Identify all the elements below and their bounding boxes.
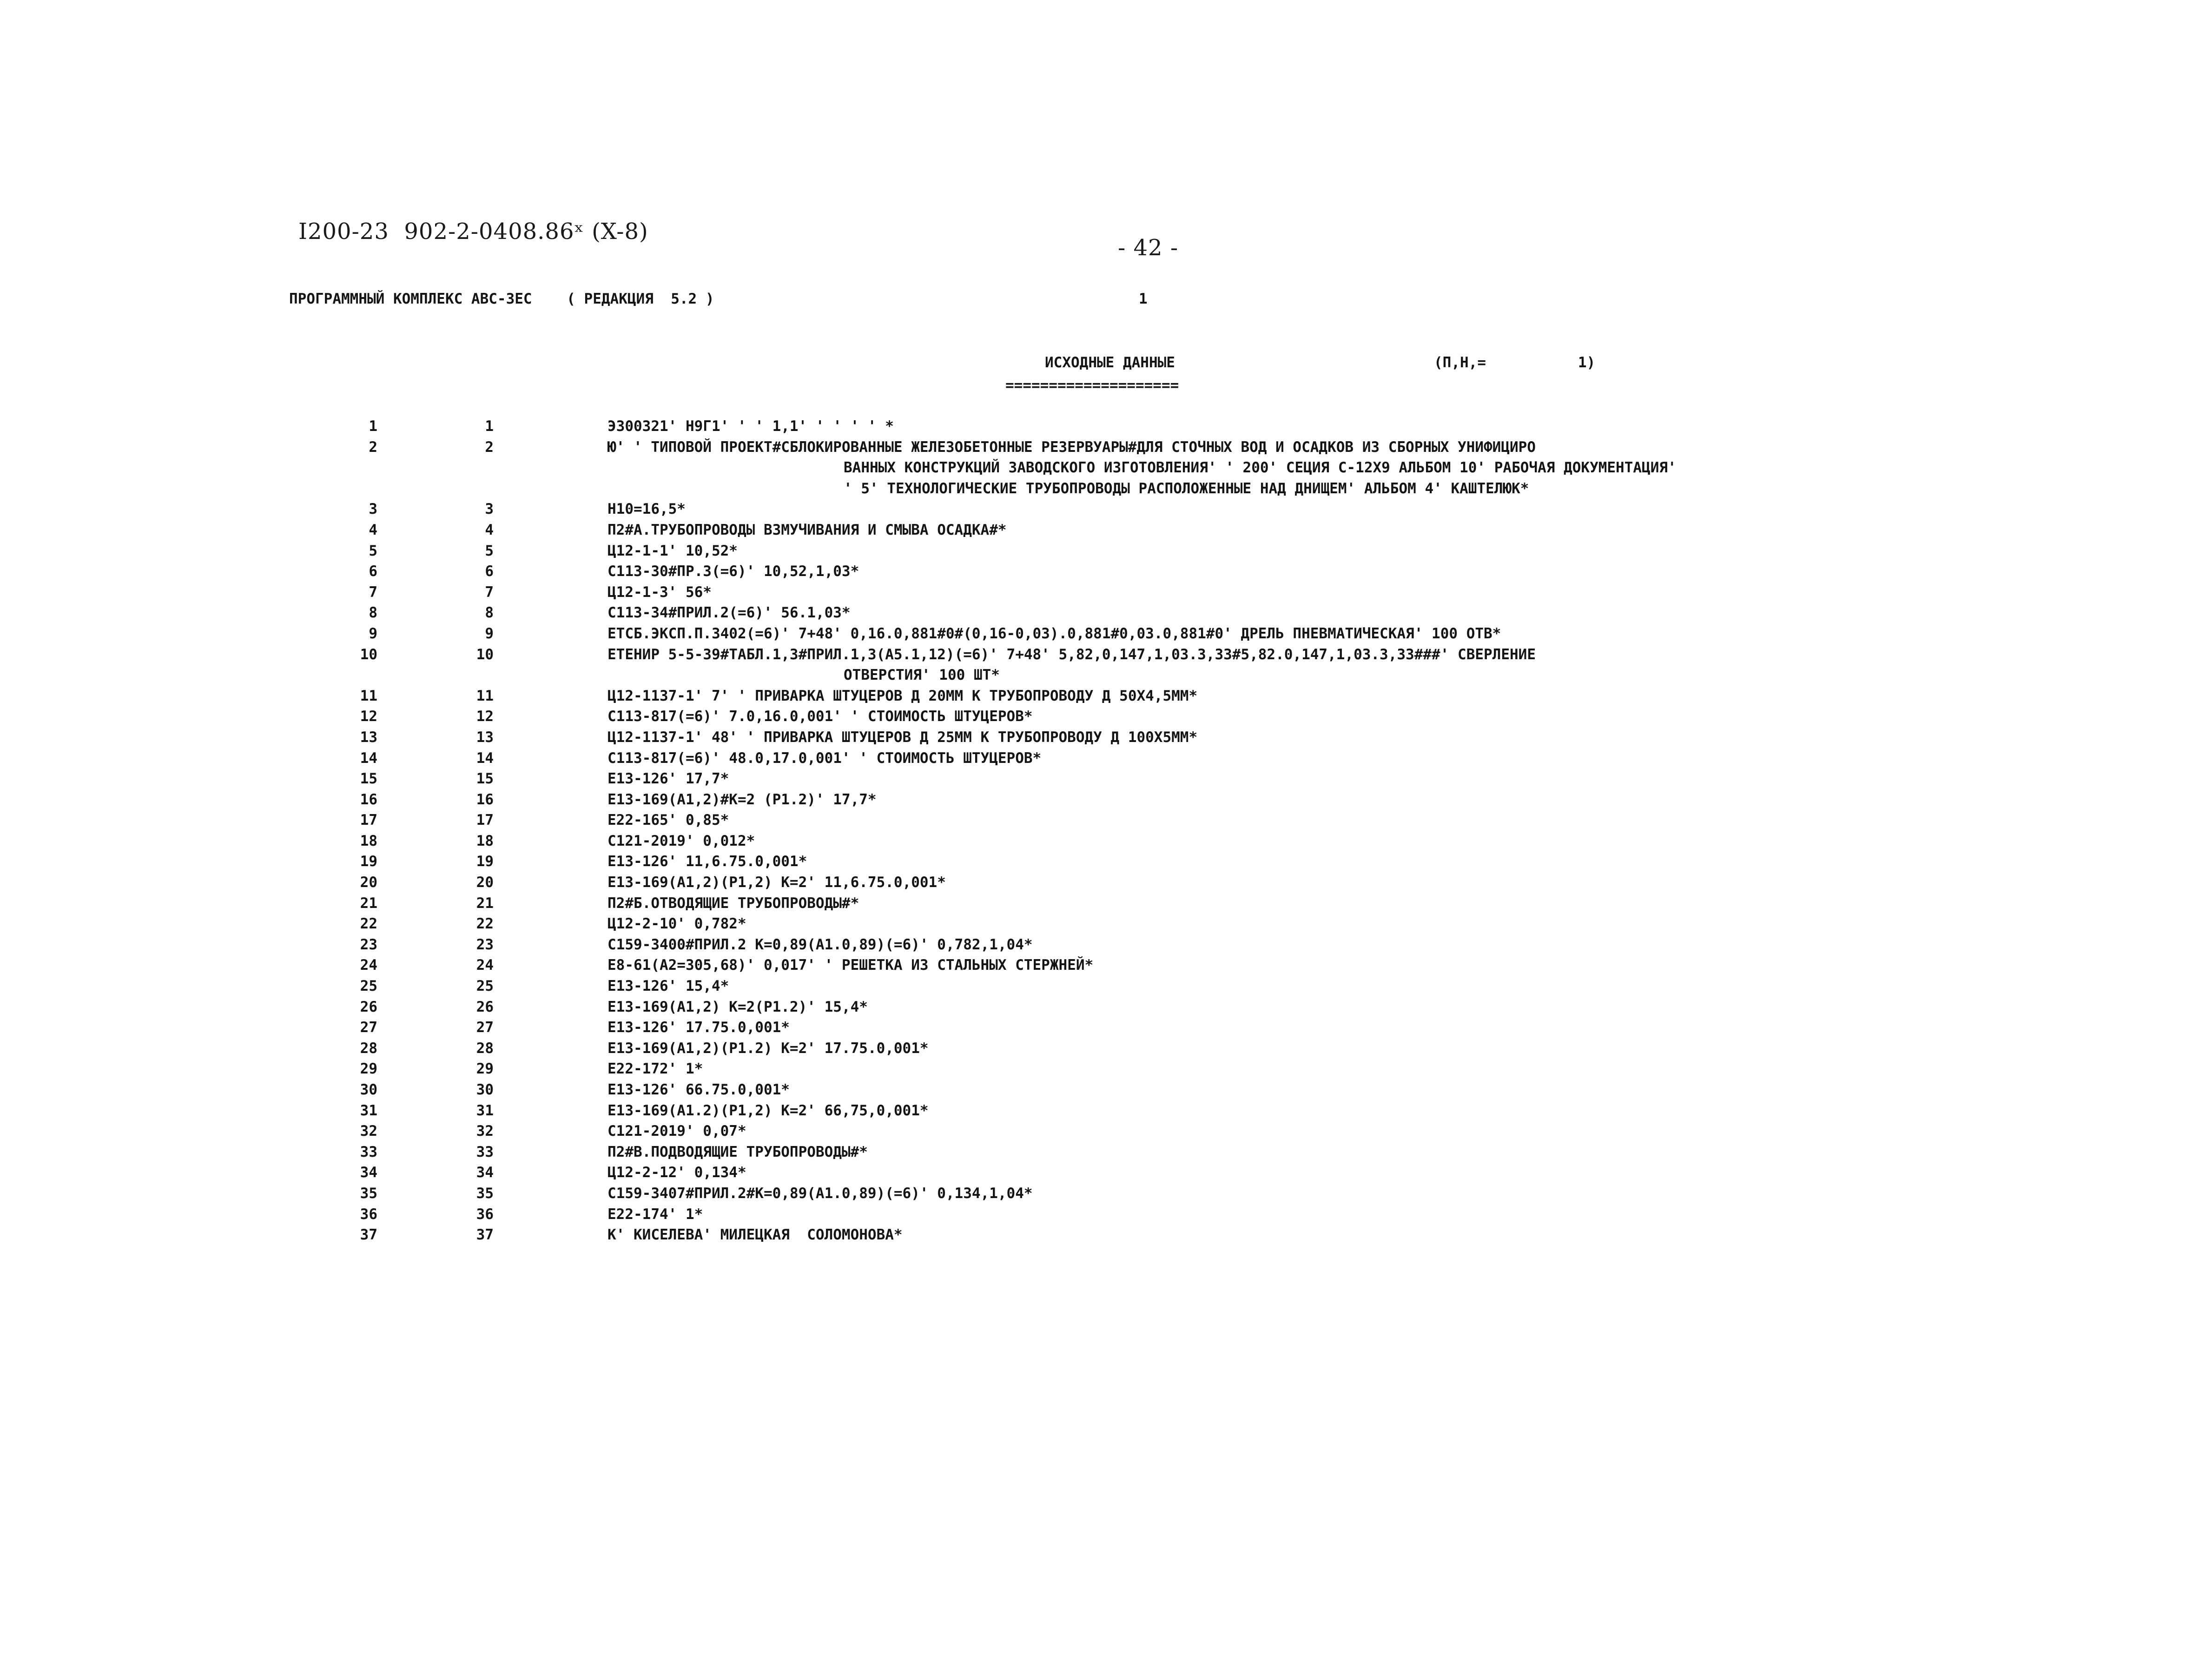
row-sequence: 14 (476, 749, 494, 767)
row-number: 37 (360, 1226, 377, 1244)
listing-row (344, 499, 1948, 520)
column-gap (494, 623, 607, 644)
row-sequence: 21 (476, 894, 494, 912)
column-gap (494, 603, 607, 623)
row-sequence: 15 (476, 770, 494, 788)
listing-row (344, 934, 1948, 955)
listing-row (344, 520, 1948, 541)
row-text: Ц12-2-10' 0,782* (607, 915, 746, 933)
column-gap (494, 1017, 607, 1038)
column-gap (494, 1080, 607, 1100)
column-gap (494, 789, 607, 810)
listing-row (344, 1142, 1948, 1163)
column-gap (494, 416, 607, 437)
listing-row (344, 789, 1948, 810)
listing-row (344, 727, 1948, 748)
row-number: 6 (369, 563, 377, 580)
row-sequence: 1 (485, 418, 494, 435)
row-number: 18 (360, 832, 377, 849)
listing-row (344, 1059, 1948, 1080)
column-gap (494, 934, 607, 955)
column-gap (494, 914, 607, 934)
row-text: С121-2019' 0,012* (607, 832, 755, 849)
row-number: 10 (360, 646, 377, 663)
section-title: ИСХОДНЫЕ ДАННЫЕ (1045, 354, 1175, 371)
listing-row (344, 644, 1948, 665)
row-text: Ц12-2-12' 0,134* (607, 1164, 746, 1181)
row-text: Е13-169(А1,2) К=2(Р1.2)' 15,4* (607, 998, 868, 1015)
row-sequence: 36 (476, 1206, 494, 1223)
row-number: 13 (360, 729, 377, 746)
row-text: Е13-126' 66.75.0,001* (607, 1081, 790, 1098)
listing-row (344, 686, 1948, 707)
row-number: 3 (369, 501, 377, 518)
column-gap (494, 582, 607, 603)
listing-row (344, 831, 1948, 852)
row-number: 21 (360, 894, 377, 912)
row-text: Е13-169(А1,2)(Р1,2) К=2' 11,6.75.0,001* (607, 874, 946, 891)
row-number: 11 (360, 687, 377, 704)
row-sequence: 29 (476, 1060, 494, 1078)
row-text: Е22-174' 1* (607, 1206, 703, 1223)
listing-row (344, 416, 1948, 437)
row-continuation: ВАННЫХ КОНСТРУКЦИЙ ЗАВОДСКОГО ИЗГОТОВЛЕНИЯ' ' 200' СЕЦИЯ С-12Х9 АЛЬБОМ 10' РАБОЧАЯ ДОКУМЕНТАЦИЯ' (844, 459, 1677, 477)
column-gap (494, 541, 607, 562)
row-number: 9 (369, 625, 377, 642)
column-gap (494, 727, 607, 748)
row-number: 24 (360, 957, 377, 974)
listing-row (344, 1225, 1948, 1245)
row-text: С159-3400#ПРИЛ.2 К=0,89(А1.0,89)(=6)' 0,782,1,04* (607, 936, 1033, 953)
row-text: Е13-126' 17,7* (607, 770, 729, 788)
row-text: Ц12-1137-1' 48' ' ПРИВАРКА ШТУЦЕРОВ Д 25ММ К ТРУБОПРОВОДУ Д 100Х5ММ* (607, 729, 1198, 746)
listing-row (344, 955, 1948, 976)
row-sequence: 12 (476, 708, 494, 725)
row-sequence: 26 (476, 998, 494, 1015)
row-text: Е13-169(А1,2)(Р1.2) К=2' 17.75.0,001* (607, 1040, 929, 1057)
row-text: С113-817(=6)' 48.0,17.0,001' ' СТОИМОСТЬ ШТУЦЕРОВ* (607, 749, 1042, 767)
listing-row (344, 623, 1948, 644)
row-sequence: 24 (476, 957, 494, 974)
row-text: Н10=16,5* (607, 501, 686, 518)
column-gap (494, 955, 607, 976)
row-text: Е22-172' 1* (607, 1060, 703, 1078)
row-text: Е8-61(А2=305,68)' 0,017' ' РЕШЕТКА ИЗ СТАЛЬНЫХ СТЕРЖНЕЙ* (607, 957, 1094, 974)
row-number: 25 (360, 978, 377, 995)
column-gap (494, 644, 607, 665)
column-gap (494, 1225, 607, 1245)
row-number: 2 (369, 438, 377, 456)
column-gap (494, 976, 607, 997)
listing-row (344, 1183, 1948, 1204)
row-text: Ю' ' ТИПОВОЙ ПРОЕКТ#СБЛОКИРОВАННЫЕ ЖЕЛЕЗОБЕТОННЫЕ РЕЗЕРВУАРЫ#ДЛЯ СТОЧНЫХ ВОД И ОСАДКОВ ИЗ СБОРНЫХ УНИФИЦИРО (607, 438, 1536, 456)
row-number: 34 (360, 1164, 377, 1181)
row-sequence: 22 (476, 915, 494, 933)
listing-row (344, 437, 1948, 458)
row-number: 28 (360, 1040, 377, 1057)
row-sequence: 19 (476, 853, 494, 870)
row-sequence: 30 (476, 1081, 494, 1098)
row-sequence: 18 (476, 832, 494, 849)
listing-row (344, 748, 1948, 769)
row-number: 17 (360, 812, 377, 829)
page-number: - 42 - (1118, 235, 1179, 261)
row-sequence: 11 (476, 687, 494, 704)
row-sequence: 9 (485, 625, 494, 642)
program-header: ПРОГРАММНЫЙ КОМПЛЕКС АВС-3ЕС ( РЕДАКЦИЯ 5.2 ) (289, 291, 714, 307)
row-text: С113-30#ПР.3(=6)' 10,52,1,03* (607, 563, 859, 580)
row-number: 15 (360, 770, 377, 788)
row-continuation: ' 5' ТЕХНОЛОГИЧЕСКИЕ ТРУБОПРОВОДЫ РАСПОЛОЖЕННЫЕ НАД ДНИЩЕМ' АЛЬБОМ 4' КАШТЕЛЮК* (844, 480, 1529, 497)
column-gap (494, 768, 607, 789)
row-sequence: 10 (476, 646, 494, 663)
row-sequence: 3 (485, 501, 494, 518)
row-sequence: 32 (476, 1123, 494, 1140)
column-gap (494, 706, 607, 727)
listing-row (344, 893, 1948, 914)
row-text: Е22-165' 0,85* (607, 812, 729, 829)
listing-row (344, 1162, 1948, 1183)
listing-row (344, 603, 1948, 623)
row-sequence: 16 (476, 791, 494, 808)
row-text: К' КИСЕЛЕВА' МИЛЕЦКАЯ СОЛОМОНОВА* (607, 1226, 903, 1244)
row-number: 36 (360, 1206, 377, 1223)
column-gap (494, 810, 607, 831)
row-text: С113-817(=6)' 7.0,16.0,001' ' СТОИМОСТЬ ШТУЦЕРОВ* (607, 708, 1033, 725)
listing-row (344, 1038, 1948, 1059)
row-number: 19 (360, 853, 377, 870)
row-sequence: 5 (485, 542, 494, 559)
row-text: Е13-169(А1.2)(Р1,2) К=2' 66,75,0,001* (607, 1102, 929, 1119)
listing-row (344, 1017, 1948, 1038)
column-gap (494, 1038, 607, 1059)
params-label: (П,Н,= (1434, 354, 1486, 371)
column-gap (494, 1100, 607, 1121)
column-gap (494, 520, 607, 541)
row-sequence: 8 (485, 604, 494, 622)
row-number: 33 (360, 1143, 377, 1160)
row-number: 7 (369, 583, 377, 601)
row-text: П2#Б.ОТВОДЯЩИЕ ТРУБОПРОВОДЫ#* (607, 894, 859, 912)
row-text: ЕТСБ.ЭКСП.П.3402(=6)' 7+48' 0,16.0,881#0#(0,16-0,03).0,881#0,03.0,881#0' ДРЕЛЬ ПНЕВМАТИЧЕСКАЯ' 100 ОТВ* (607, 625, 1501, 642)
column-gap (494, 748, 607, 769)
row-text: Е13-126' 17.75.0,001* (607, 1019, 790, 1036)
row-sequence: 31 (476, 1102, 494, 1119)
input-data-listing (344, 416, 1948, 1245)
row-number: 35 (360, 1185, 377, 1202)
row-sequence: 28 (476, 1040, 494, 1057)
row-number: 26 (360, 998, 377, 1015)
row-number: 16 (360, 791, 377, 808)
column-gap (494, 561, 607, 582)
listing-row (344, 872, 1948, 893)
row-number: 31 (360, 1102, 377, 1119)
row-text: Э300321' Н9Г1' ' ' 1,1' ' ' ' ' * (607, 418, 894, 435)
column-gap (494, 1183, 607, 1204)
listing-row (344, 1080, 1948, 1100)
row-text: С159-3407#ПРИЛ.2#К=0,89(А1.0,89)(=6)' 0,134,1,04* (607, 1185, 1033, 1202)
listing-row (344, 976, 1948, 997)
row-number: 8 (369, 604, 377, 622)
column-gap (494, 1204, 607, 1225)
row-number: 23 (360, 936, 377, 953)
row-text: П2#В.ПОДВОДЯЩИЕ ТРУБОПРОВОДЫ#* (607, 1143, 868, 1160)
row-number: 22 (360, 915, 377, 933)
row-text: Ц12-1-3' 56* (607, 583, 712, 601)
listing-row (344, 851, 1948, 872)
row-sequence: 33 (476, 1143, 494, 1160)
row-sequence: 2 (485, 438, 494, 456)
row-text: Е13-169(А1,2)#К=2 (Р1.2)' 17,7* (607, 791, 877, 808)
row-sequence: 13 (476, 729, 494, 746)
row-number: 14 (360, 749, 377, 767)
row-number: 29 (360, 1060, 377, 1078)
column-gap (494, 1121, 607, 1142)
row-sequence: 37 (476, 1226, 494, 1244)
row-number: 30 (360, 1081, 377, 1098)
column-gap (494, 437, 607, 458)
row-number: 1 (369, 418, 377, 435)
params-value: 1) (1578, 354, 1596, 371)
row-text: Е13-126' 11,6.75.0,001* (607, 853, 807, 870)
row-text: С121-2019' 0,07* (607, 1123, 746, 1140)
listing-row (344, 582, 1948, 603)
row-number: 12 (360, 708, 377, 725)
column-gap (494, 851, 607, 872)
row-sequence: 25 (476, 978, 494, 995)
listing-row (344, 914, 1948, 934)
column-gap (494, 499, 607, 520)
row-text: Е13-126' 15,4* (607, 978, 729, 995)
column-gap (494, 686, 607, 707)
row-sequence: 35 (476, 1185, 494, 1202)
listing-row (344, 810, 1948, 831)
row-number: 27 (360, 1019, 377, 1036)
column-gap (494, 872, 607, 893)
row-number: 32 (360, 1123, 377, 1140)
listing-row (344, 541, 1948, 562)
column-gap (494, 997, 607, 1018)
listing-row (344, 706, 1948, 727)
section-title-underline: ==================== (1005, 377, 1179, 394)
listing-row (344, 561, 1948, 582)
row-number: 4 (369, 521, 377, 538)
listing-row (344, 1100, 1948, 1121)
row-text: Ц12-1-1' 10,52* (607, 542, 738, 559)
row-text: П2#А.ТРУБОПРОВОДЫ ВЗМУЧИВАНИЯ И СМЫВА ОСАДКА#* (607, 521, 1007, 538)
row-sequence: 23 (476, 936, 494, 953)
column-gap (494, 1142, 607, 1163)
row-sequence: 4 (485, 521, 494, 538)
listing-row (344, 1121, 1948, 1142)
listing-row (344, 1204, 1948, 1225)
row-sequence: 27 (476, 1019, 494, 1036)
column-gap (494, 1059, 607, 1080)
column-gap (494, 1162, 607, 1183)
row-continuation: ОТВЕРСТИЯ' 100 ШТ* (844, 667, 1000, 684)
row-sequence: 6 (485, 563, 494, 580)
row-number: 5 (369, 542, 377, 559)
page-marker: 1 (1139, 291, 1148, 307)
row-number: 20 (360, 874, 377, 891)
row-sequence: 17 (476, 812, 494, 829)
row-text: Ц12-1137-1' 7' ' ПРИВАРКА ШТУЦЕРОВ Д 20ММ К ТРУБОПРОВОДУ Д 50Х4,5ММ* (607, 687, 1198, 704)
row-sequence: 34 (476, 1164, 494, 1181)
row-sequence: 7 (485, 583, 494, 601)
row-text: ЕТЕНИР 5-5-39#ТАБЛ.1,3#ПРИЛ.1,3(А5.1,12)(=6)' 7+48' 5,82,0,147,1,03.3,33#5,82.0,147,1,03.3,33###' СВЕРЛЕНИЕ (607, 646, 1536, 663)
row-sequence: 20 (476, 874, 494, 891)
column-gap (494, 831, 607, 852)
listing-row (344, 997, 1948, 1018)
column-gap (494, 893, 607, 914)
document-code: I200-23 902-2-0408.86ˣ (X-8) (298, 219, 648, 245)
row-text: С113-34#ПРИЛ.2(=6)' 56.1,03* (607, 604, 851, 622)
listing-row (344, 768, 1948, 789)
